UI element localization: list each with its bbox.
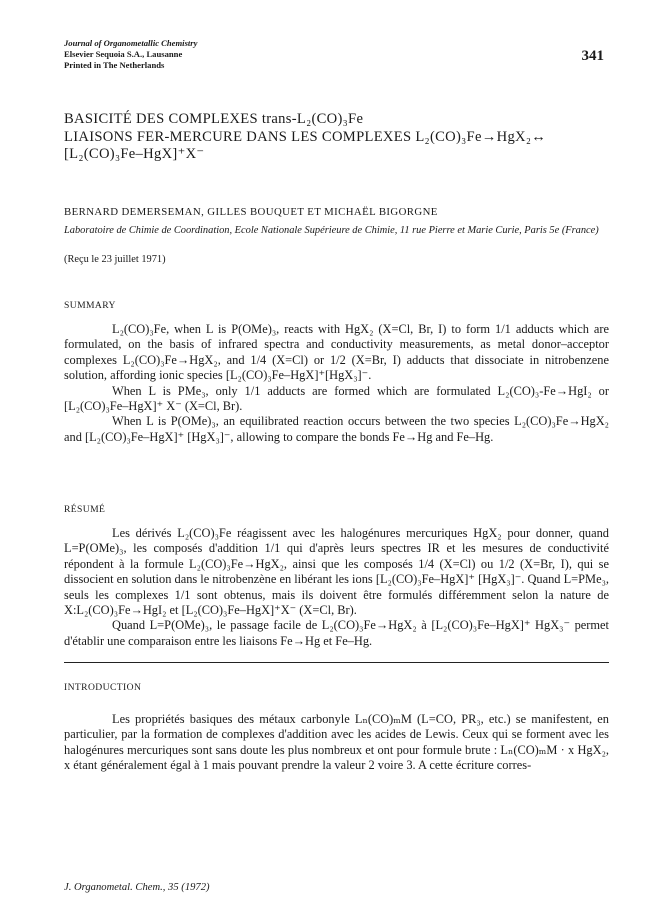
title-line-3: [L₂(CO)₃Fe–HgX]⁺X⁻: [64, 146, 205, 162]
publisher: Elsevier Sequoia S.A., Lausanne: [64, 49, 183, 59]
summary-paragraph: When L is P(OMe)₃, an equilibrated reaction occurs between the two species L₂(CO)₃Fe→HgX₂ and [L₂(CO)₃Fe–HgX]⁺ [HgX₃]⁻, allowing to compare the bonds Fe→Hg and Fe–Hg.: [64, 414, 609, 444]
introduction-text: [64, 712, 609, 774]
section-divider: [64, 662, 609, 663]
received-date: (Reçu le 23 juillet 1971): [64, 254, 166, 265]
footer-citation: J. Organometal. Chem., 35 (1972): [64, 882, 210, 893]
summary-heading: SUMMARY: [64, 300, 116, 311]
resume-heading: RÉSUMÉ: [64, 504, 106, 515]
article-title: [64, 111, 624, 164]
affiliation: Laboratoire de Chimie de Coordination, Ecole Nationale Supérieure de Chimie, 11 rue Pierre et Marie Curie, Paris 5e (France): [64, 225, 599, 236]
summary-paragraph: L₂(CO)₃Fe, when L is P(OMe)₃, reacts with HgX₂ (X=Cl, Br, I) to form 1/1 adducts which are formulated, on the basis of infrared spectra and conductivity measurements, as metal donor–acceptor complexes L₂(CO)₃Fe→HgX₂, and 1/4 (X=Cl) or 1/2 (X=Br, I) adducts that dissociate in nitrobenzene solution, affording ionic species [L₂(CO)₃Fe–HgX]⁺[HgX₃]⁻.: [64, 322, 609, 383]
resume-paragraph: Quand L=P(OMe)₃, le passage facile de L₂(CO)₃Fe→HgX₂ à [L₂(CO)₃Fe–HgX]⁺ HgX₃⁻ permet d'établir une comparaison entre les liaisons Fe→Hg et Fe–Hg.: [64, 618, 609, 648]
page-number: 341: [581, 48, 604, 64]
summary-paragraph: When L is PMe₃, only 1/1 adducts are formed which are formulated L₂(CO)₃-Fe→HgI₂ or [L₂(CO)₃Fe–HgX]⁺ X⁻ (X=Cl, Br).: [64, 383, 609, 414]
masthead: [64, 38, 197, 71]
resume-paragraph: Les dérivés L₂(CO)₃Fe réagissent avec les halogénures mercuriques HgX₂ pour donner, quand L=P(OMe)₃, les composés d'addition 1/1 qui d'après leurs spectres IR et les mesures de conductivité répondent à la formule L₂(CO)₃Fe→HgX₂, ainsi que les composés 1/4 (X=Cl) ou 1/2 (X=Br, I), qui se dissocient en solution dans le nitrobenzène en libérant les ions [L₂(CO)₃Fe–HgX]⁺ [HgX₃]⁻. Quand L=PMe₃, seuls les complexes 1/1 sont obtenus, mais ils doivent être formulés différemment selon la nature de X:L₂(CO)₃Fe→HgI₂ et [L₂(CO)₃Fe–HgX]⁺X⁻ (X=Cl, Br).: [64, 526, 609, 618]
introduction-paragraph: Les propriétés basiques des métaux carbonyle Lₙ(CO)ₘM (L=CO, PR₃, etc.) se manifestent, en particulier, par la formation de complexes d'addition avec les acides de Lewis. Ceux qui se forment avec les halogénures mercuriques sont sans doute les plus nombreux et ont pour formule brute : Lₙ(CO)ₘM · x HgX₂, x étant généralement égal à 1 mais pouvant prendre la valeur 2 voire 3. A cette écriture corres-: [64, 712, 609, 773]
resume-text: [64, 526, 609, 649]
introduction-heading: INTRODUCTION: [64, 682, 142, 693]
summary-text: [64, 322, 609, 445]
journal-name: Journal of Organometallic Chemistry: [64, 38, 198, 48]
authors: BERNARD DEMERSEMAN, GILLES BOUQUET ET MICHAËL BIGORGNE: [64, 206, 438, 218]
title-line-2: LIAISONS FER-MERCURE DANS LES COMPLEXES L₂(CO)₃Fe→HgX₂↔: [64, 128, 547, 145]
printed-in: Printed in The Netherlands: [64, 60, 165, 70]
title-line-1: BASICITÉ DES COMPLEXES trans-L₂(CO)₃Fe: [64, 111, 364, 127]
